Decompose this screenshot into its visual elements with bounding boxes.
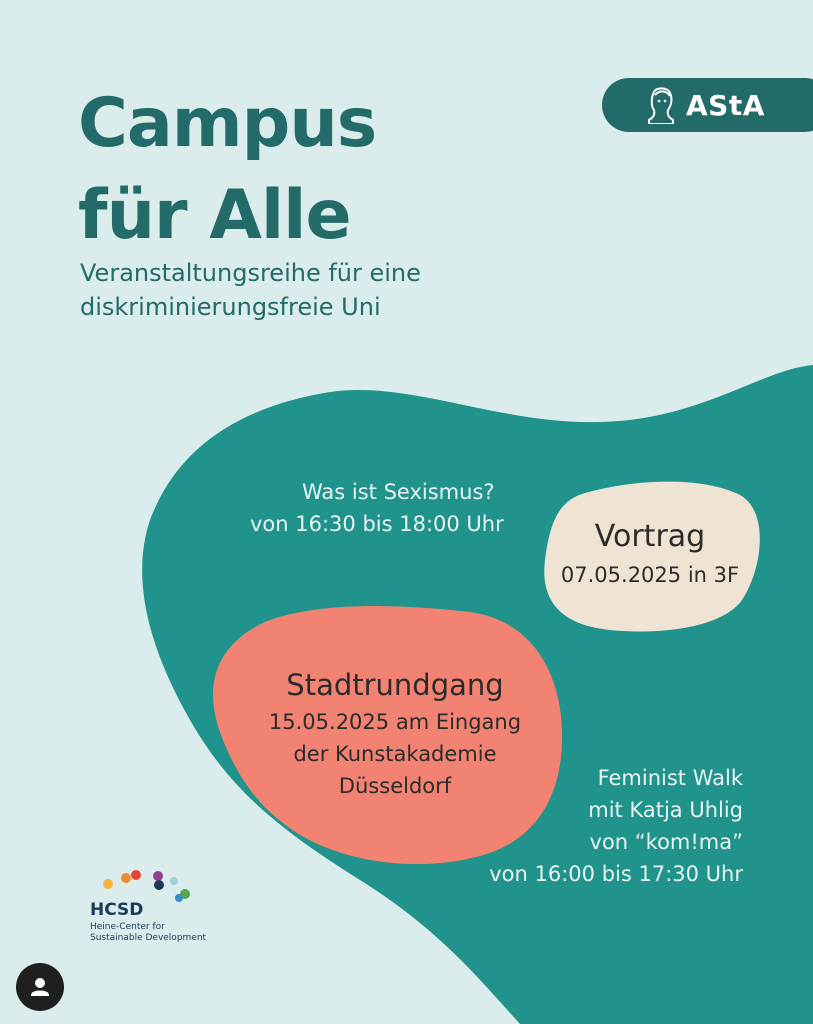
event2-topic-2: mit Katja Uhlig xyxy=(588,798,743,822)
event1-card xyxy=(540,515,760,591)
hcsd-fullname-2: Sustainable Development xyxy=(90,933,207,943)
event2-type: Stadtrundgang xyxy=(286,668,504,702)
subtitle-line-2: diskriminierungsfreie Uni xyxy=(80,293,381,321)
event1-date-place: 07.05.2025 in 3F xyxy=(560,563,740,587)
hcsd-name: HCSD xyxy=(90,900,144,920)
profile-avatar[interactable] xyxy=(16,963,64,1011)
asta-label: AStA xyxy=(686,88,765,122)
event2-date-place-3: Düsseldorf xyxy=(338,774,452,798)
event2-topic-1: Feminist Walk xyxy=(597,766,743,790)
hcsd-fullname-1: Heine-Center for xyxy=(90,922,165,932)
subtitle-line-1: Veranstaltungsreihe für eine xyxy=(80,259,421,287)
profile-avatar-icon xyxy=(16,963,64,1011)
event1-type: Vortrag xyxy=(594,519,706,554)
event2-time: von 16:00 bis 17:30 Uhr xyxy=(489,862,743,886)
page-title xyxy=(78,78,376,262)
event2-date-place-1: 15.05.2025 am Eingang xyxy=(268,710,522,734)
asta-badge xyxy=(602,78,813,132)
event2-topic-3: von “kom!ma” xyxy=(589,830,743,854)
asta-logo-icon xyxy=(646,86,676,124)
title-line-1: Campus xyxy=(78,84,377,163)
event1-time: von 16:30 bis 18:00 Uhr xyxy=(250,512,504,536)
title-line-2: für Alle xyxy=(78,176,351,255)
event2-date-place-2: der Kunstakademie xyxy=(293,742,497,766)
subtitle xyxy=(80,256,421,324)
event1-topic: Was ist Sexismus? xyxy=(302,480,495,504)
hcsd-fullname xyxy=(90,922,206,944)
event2-details xyxy=(480,762,743,890)
